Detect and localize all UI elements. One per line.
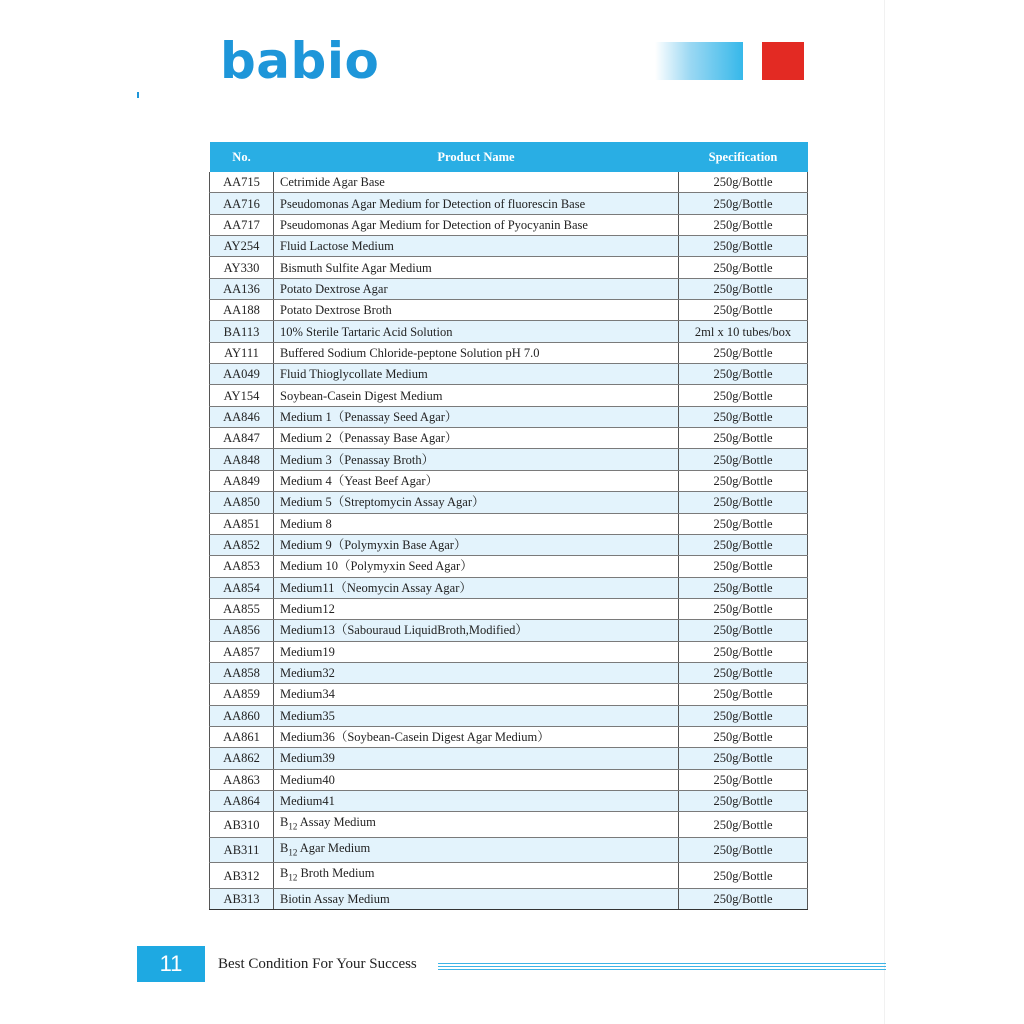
cell-product-name: $B_{12}$ Assay Medium <box>274 812 679 838</box>
cell-product-name: Fluid Lactose Medium <box>274 236 679 257</box>
cell-product-name: Medium34 <box>274 684 679 705</box>
cell-product-name: Medium 10（Polymyxin Seed Agar） <box>274 556 679 577</box>
page-edge-line <box>884 0 885 1024</box>
table-row <box>210 534 808 555</box>
cell-product-name: Medium40 <box>274 769 679 790</box>
cell-specification: 250g/Bottle <box>679 812 808 838</box>
cell-product-no: AA715 <box>210 172 274 193</box>
cell-product-no: AA716 <box>210 193 274 214</box>
cell-product-name: Medium35 <box>274 705 679 726</box>
table-row <box>210 837 808 863</box>
cell-product-no: AB312 <box>210 863 274 889</box>
cell-product-no: AA847 <box>210 428 274 449</box>
cell-product-no: AY330 <box>210 257 274 278</box>
table-row <box>210 726 808 747</box>
table-row <box>210 863 808 889</box>
cell-product-no: AB311 <box>210 837 274 863</box>
cell-specification: 250g/Bottle <box>679 214 808 235</box>
cell-product-no: AA864 <box>210 790 274 811</box>
page-number: 11 <box>137 946 205 982</box>
cell-specification: 250g/Bottle <box>679 193 808 214</box>
cell-product-name: Potato Dextrose Agar <box>274 278 679 299</box>
cell-specification: 250g/Bottle <box>679 620 808 641</box>
cell-product-name: Medium32 <box>274 662 679 683</box>
table-row <box>210 641 808 662</box>
table-row <box>210 662 808 683</box>
cell-specification: 250g/Bottle <box>679 534 808 555</box>
cell-product-no: AA848 <box>210 449 274 470</box>
cell-product-no: AA856 <box>210 620 274 641</box>
table-row <box>210 888 808 909</box>
cell-product-name: Biotin Assay Medium <box>274 888 679 909</box>
cell-product-no: AB313 <box>210 888 274 909</box>
cell-specification: 250g/Bottle <box>679 888 808 909</box>
cell-specification: 250g/Bottle <box>679 236 808 257</box>
cell-product-no: AA850 <box>210 492 274 513</box>
cell-product-name: Medium19 <box>274 641 679 662</box>
table-row <box>210 385 808 406</box>
cell-specification: 250g/Bottle <box>679 705 808 726</box>
cell-product-no: AA853 <box>210 556 274 577</box>
cell-specification: 250g/Bottle <box>679 470 808 491</box>
cell-product-no: AA717 <box>210 214 274 235</box>
cell-product-name: Medium 9（Polymyxin Base Agar） <box>274 534 679 555</box>
footer-rule-middle <box>438 966 886 967</box>
table-row <box>210 598 808 619</box>
cell-product-no: AA136 <box>210 278 274 299</box>
cell-specification: 250g/Bottle <box>679 449 808 470</box>
cell-specification: 250g/Bottle <box>679 257 808 278</box>
cell-product-name: Medium39 <box>274 748 679 769</box>
table-row <box>210 428 808 449</box>
cell-product-name: $B_{12}$ Agar Medium <box>274 837 679 863</box>
table-row <box>210 342 808 363</box>
cell-product-name: Potato Dextrose Broth <box>274 300 679 321</box>
cell-specification: 250g/Bottle <box>679 513 808 534</box>
cell-specification: 250g/Bottle <box>679 300 808 321</box>
cell-product-name: 10% Sterile Tartaric Acid Solution <box>274 321 679 342</box>
column-header-no: No. <box>210 142 274 172</box>
table-row <box>210 257 808 278</box>
table-row <box>210 172 808 193</box>
cell-specification: 250g/Bottle <box>679 769 808 790</box>
table-row <box>210 364 808 385</box>
table-row <box>210 321 808 342</box>
table-row <box>210 492 808 513</box>
cell-specification: 2ml x 10 tubes/box <box>679 321 808 342</box>
cell-product-no: AA854 <box>210 577 274 598</box>
cell-product-no: AA855 <box>210 598 274 619</box>
cell-specification: 250g/Bottle <box>679 863 808 889</box>
table-header-row <box>210 142 808 172</box>
cell-specification: 250g/Bottle <box>679 641 808 662</box>
cell-product-no: AY154 <box>210 385 274 406</box>
cell-product-no: AA849 <box>210 470 274 491</box>
column-header-specification: Specification <box>679 142 808 172</box>
cell-specification: 250g/Bottle <box>679 837 808 863</box>
table-row <box>210 556 808 577</box>
cell-specification: 250g/Bottle <box>679 726 808 747</box>
table-row <box>210 748 808 769</box>
table-row <box>210 705 808 726</box>
babio-logo: babio <box>220 32 380 90</box>
cell-product-name: Cetrimide Agar Base <box>274 172 679 193</box>
cell-product-no: AA851 <box>210 513 274 534</box>
cell-product-name: Bismuth Sulfite Agar Medium <box>274 257 679 278</box>
cell-product-name: Buffered Sodium Chloride-peptone Solution pH 7.0 <box>274 342 679 363</box>
cell-specification: 250g/Bottle <box>679 748 808 769</box>
table-row <box>210 769 808 790</box>
cell-product-name: Pseudomonas Agar Medium for Detection of fluorescin Base <box>274 193 679 214</box>
cell-product-no: AY254 <box>210 236 274 257</box>
cell-product-name: Soybean-Casein Digest Medium <box>274 385 679 406</box>
cell-specification: 250g/Bottle <box>679 172 808 193</box>
cell-product-name: Medium 8 <box>274 513 679 534</box>
cell-product-no: AA862 <box>210 748 274 769</box>
cell-product-name: Medium11（Neomycin Assay Agar） <box>274 577 679 598</box>
cell-product-name: Medium 3（Penassay Broth） <box>274 449 679 470</box>
cell-specification: 250g/Bottle <box>679 598 808 619</box>
cell-specification: 250g/Bottle <box>679 278 808 299</box>
cell-product-name: Medium 1（Penassay Seed Agar） <box>274 406 679 427</box>
table-row <box>210 214 808 235</box>
table-row <box>210 812 808 838</box>
cell-product-no: AB310 <box>210 812 274 838</box>
column-header-product-name: Product Name <box>274 142 679 172</box>
cell-product-name: Medium 5（Streptomycin Assay Agar） <box>274 492 679 513</box>
cell-product-name: Fluid Thioglycollate Medium <box>274 364 679 385</box>
table-row <box>210 513 808 534</box>
cell-specification: 250g/Bottle <box>679 428 808 449</box>
cell-product-name: Medium12 <box>274 598 679 619</box>
header-gradient-bar <box>655 42 743 80</box>
footer-tagline: Best Condition For Your Success <box>218 956 417 972</box>
cell-product-no: AA852 <box>210 534 274 555</box>
table-row <box>210 236 808 257</box>
cell-specification: 250g/Bottle <box>679 662 808 683</box>
cell-product-name: Medium 4（Yeast Beef Agar） <box>274 470 679 491</box>
cell-product-no: AA188 <box>210 300 274 321</box>
cell-product-no: AA860 <box>210 705 274 726</box>
table-row <box>210 684 808 705</box>
cell-product-no: AA863 <box>210 769 274 790</box>
cell-product-no: AY111 <box>210 342 274 363</box>
cell-product-name: $B_{12}$ Broth Medium <box>274 863 679 889</box>
cell-product-no: AA049 <box>210 364 274 385</box>
footer-rule-top <box>438 963 886 964</box>
table-row <box>210 406 808 427</box>
cell-specification: 250g/Bottle <box>679 556 808 577</box>
header-red-square <box>762 42 804 80</box>
cell-specification: 250g/Bottle <box>679 684 808 705</box>
cell-specification: 250g/Bottle <box>679 577 808 598</box>
cell-specification: 250g/Bottle <box>679 790 808 811</box>
cell-product-no: BA113 <box>210 321 274 342</box>
table-row <box>210 790 808 811</box>
cell-product-no: AA846 <box>210 406 274 427</box>
cell-product-name: Pseudomonas Agar Medium for Detection of Pyocyanin Base <box>274 214 679 235</box>
cell-product-no: AA857 <box>210 641 274 662</box>
margin-mark <box>137 92 139 98</box>
table-row <box>210 193 808 214</box>
table-body <box>210 172 808 910</box>
cell-product-no: AA859 <box>210 684 274 705</box>
table-row <box>210 449 808 470</box>
cell-specification: 250g/Bottle <box>679 385 808 406</box>
cell-specification: 250g/Bottle <box>679 364 808 385</box>
table-row <box>210 300 808 321</box>
table-row <box>210 577 808 598</box>
product-table <box>209 142 808 910</box>
cell-product-no: AA858 <box>210 662 274 683</box>
cell-specification: 250g/Bottle <box>679 492 808 513</box>
cell-product-name: Medium13（Sabouraud LiquidBroth,Modified） <box>274 620 679 641</box>
table-row <box>210 470 808 491</box>
cell-specification: 250g/Bottle <box>679 406 808 427</box>
table-row <box>210 620 808 641</box>
cell-product-name: Medium41 <box>274 790 679 811</box>
table-row <box>210 278 808 299</box>
footer-rule-bottom <box>438 969 886 970</box>
cell-product-no: AA861 <box>210 726 274 747</box>
cell-product-name: Medium 2（Penassay Base Agar） <box>274 428 679 449</box>
cell-product-name: Medium36（Soybean-Casein Digest Agar Medium） <box>274 726 679 747</box>
cell-specification: 250g/Bottle <box>679 342 808 363</box>
